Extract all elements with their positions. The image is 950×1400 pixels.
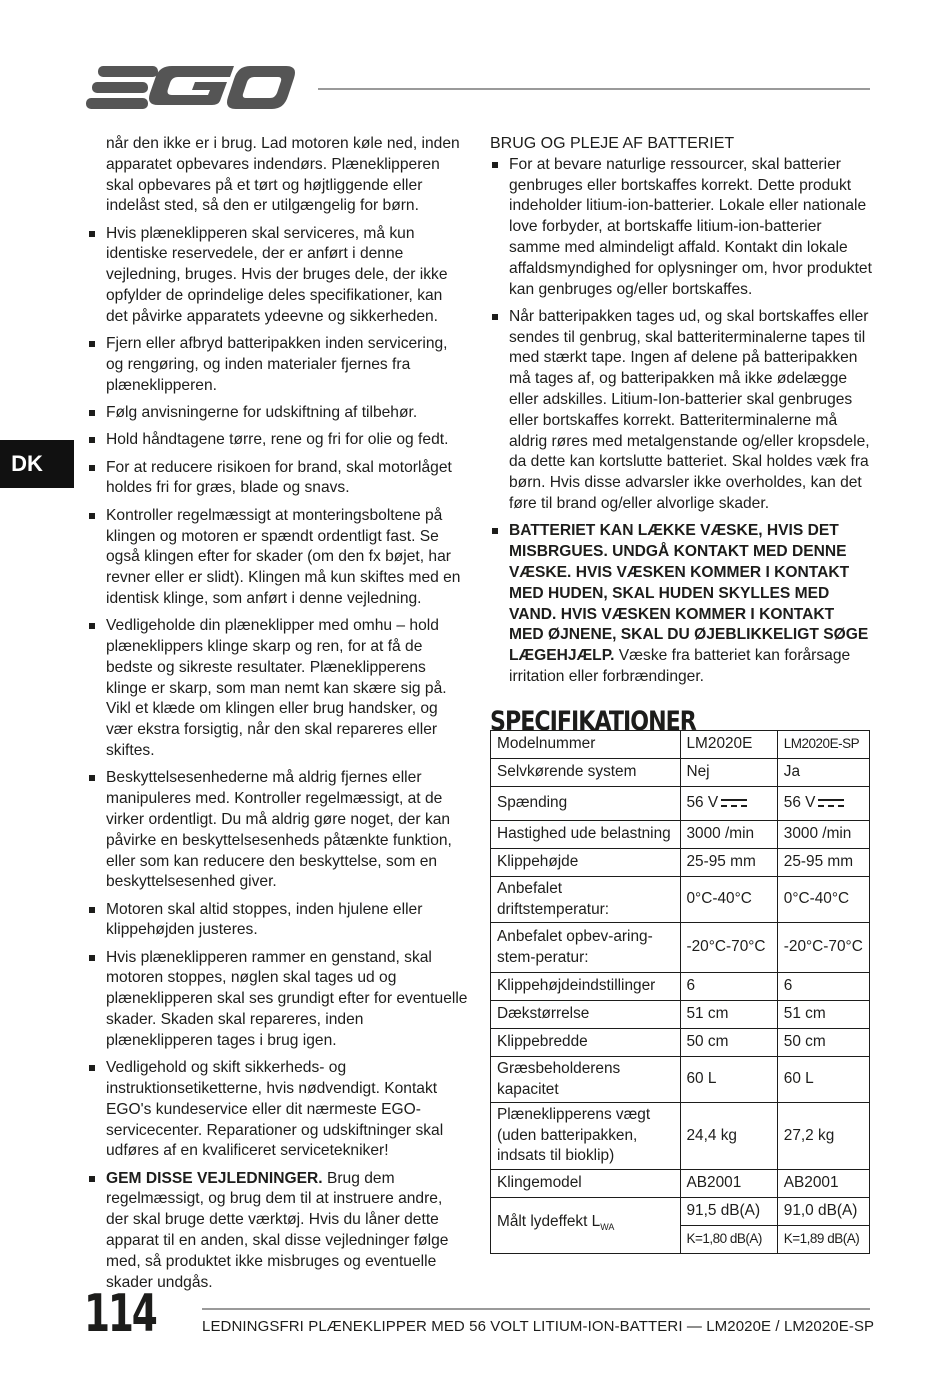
spec-value-text: 6 (686, 977, 696, 995)
spec-row (491, 821, 870, 849)
spec-value (680, 821, 777, 849)
spec-value-text: 24,4 kg (686, 1126, 737, 1144)
spec-label (491, 877, 681, 923)
spec-value-text: Nej (686, 763, 710, 781)
spec-label-text: Klippebredde (497, 1033, 588, 1051)
spec-label (491, 731, 681, 759)
spec-value-text: 56 V (686, 794, 719, 812)
spec-value-text: -20°C-70°C (686, 938, 766, 956)
spec-value (680, 731, 777, 759)
list-item: Vedligeholde din plæneklipper med omhu – hold plæneklippers klinge skarp og ren, for at få de bedste og sikreste resultater. Plæneklipperens klinge er skarp, som man nemt kan skære sig på. Vikl et klæde om klingen eller brug handsker, og vær ekstra forsigtig, når den skal repareres eller skiftes. (106, 616, 468, 762)
spec-label-text: Klippehøjde (497, 853, 579, 871)
spec-value-text: 3000 /min (686, 825, 755, 843)
sound-label-sub: WA (600, 1222, 615, 1233)
list-item: Beskyttelsesenhederne må aldrig fjernes eller manipuleres med. Kontroller regelmæssigt, at de virker ordentligt. Du må aldrig gøre noget, der kan påvirke en beskyttelsesenheds påtænkte funktion, eller som kan reducere den beskyttelse, som en beskyttelsesenhed giver. (106, 768, 468, 893)
spec-value-text: LM2020E-SP (783, 736, 860, 752)
spec-value (680, 849, 777, 877)
spec-label-text: Anbefalet driftstemperatur: (497, 880, 610, 918)
spec-table-body (491, 731, 870, 1254)
spec-value (680, 1029, 777, 1057)
spec-row (491, 731, 870, 759)
spec-value (680, 1103, 777, 1170)
spec-label-text: Selvkørende system (497, 763, 637, 781)
spec-value-text: 50 cm (686, 1033, 729, 1051)
spec-value-text: 6 (783, 977, 793, 995)
spec-value (777, 821, 869, 849)
spec-label-text: Klippehøjdeindstillinger (497, 977, 656, 995)
list-item: Fjern eller afbryd batteripakken inden servicering, og rengøring, og inden materialer fjernes fra plæneklipperen. (106, 334, 468, 396)
dc-symbol-icon (721, 798, 747, 808)
spec-value-text: 0°C-40°C (783, 890, 850, 908)
spec-value (777, 877, 869, 923)
spec-row (491, 1169, 870, 1197)
spec-label-text: Klingemodel (497, 1173, 582, 1191)
footer-title: LEDNINGSFRI PLÆNEKLIPPER MED 56 VOLT LITIUM-ION-BATTERI — LM2020E / LM2020E-SP (202, 1318, 875, 1335)
uncertainty-value-text: K=1,89 dB(A) (783, 1230, 860, 1246)
battery-list (490, 155, 872, 688)
spec-value-text: LM2020E (686, 735, 753, 753)
spec-value (777, 1197, 869, 1225)
spec-label (491, 1103, 681, 1170)
spec-row (491, 973, 870, 1001)
save-instructions-bold: GEM DISSE VEJLEDNINGER. (106, 1169, 323, 1187)
uncertainty-value-text: K=1,80 dB(A) (686, 1230, 762, 1246)
spec-row (491, 787, 870, 821)
footer-rule (202, 1308, 870, 1310)
spec-value (777, 731, 869, 759)
spec-row (491, 923, 870, 973)
save-instructions-text: Brug dem regelmæssigt, og brug dem til at instruere andre, der skal bruge dette værktøj. Hvis du låner dette apparat til en anden, skal disse vejledninger følge med, så produktet ikke misbruges og eventuelle skader undgås. (106, 1169, 449, 1291)
spec-label-text: Modelnummer (497, 735, 596, 753)
spec-value (680, 923, 777, 973)
spec-value-text: -20°C-70°C (783, 938, 863, 956)
ego-logo (84, 62, 298, 114)
spec-title: SPECIFIKATIONER (490, 705, 696, 737)
spec-label-text: Plæneklipperens vægt (uden batteripakken, indsats til bioklip) (497, 1106, 651, 1164)
list-item-save-instructions (106, 1169, 468, 1294)
spec-value (680, 1057, 777, 1103)
spec-row (491, 1057, 870, 1103)
spec-label-text: Dækstørrelse (497, 1005, 590, 1023)
intro-paragraph: når den ikke er i brug. Lad motoren køle ned, inden apparatet opbevares indendørs. Plæneklipperen skal opbevares på et tørt og højtliggende eller indelåst sted, så den er utilgængelig for børn. (106, 135, 460, 215)
ego-logo-graphic (84, 62, 298, 114)
spec-value-text: 50 cm (783, 1033, 826, 1051)
sound-value-text: 91,0 dB(A) (783, 1201, 858, 1219)
spec-value (680, 877, 777, 923)
list-item: For at reducere risikoen for brand, skal motorlåget holdes fri for græs, blade og snavs. (106, 458, 468, 500)
sound-value-text: 91,5 dB(A) (686, 1201, 761, 1219)
spec-value (680, 1169, 777, 1197)
spec-label-text: Spænding (497, 794, 568, 812)
spec-row (491, 1103, 870, 1170)
spec-label (491, 1001, 681, 1029)
spec-value-text: AB2001 (686, 1173, 742, 1191)
spec-value (777, 849, 869, 877)
spec-label-text: Hastighed ude belastning (497, 825, 671, 843)
spec-value-text: 56 V (783, 794, 816, 812)
spec-label (491, 821, 681, 849)
spec-value (680, 787, 777, 821)
header-rule (318, 88, 870, 90)
spec-value (777, 759, 869, 787)
spec-value (777, 923, 869, 973)
spec-table (490, 730, 870, 1254)
spec-value (680, 1001, 777, 1029)
list-item: Følg anvisningerne for udskiftning af tilbehør. (106, 403, 468, 424)
spec-value-text: 60 L (783, 1070, 814, 1088)
list-item: Hvis plæneklipperen skal serviceres, må kun identiske reservedele, der er anført i denne vejledning, bruges. Hvis der bruges dele, der ikke opfylder de oprindelige deles specifikationer, kan det påvirke apparatets ydeevne og sikkerheden. (106, 224, 468, 328)
spec-value (777, 1169, 869, 1197)
spec-value (777, 1029, 869, 1057)
spec-value-text: 27,2 kg (783, 1126, 835, 1144)
spec-value (777, 1001, 869, 1029)
spec-value (777, 1103, 869, 1170)
right-column (490, 134, 872, 739)
list-item: Hvis plæneklipperen rammer en genstand, skal motoren stoppes, nøglen skal tages ud og plæneklipperen skal ses grundigt efter for eventuelle skader. Skaden skal repareres, inden plæneklipperen tages i brug igen. (106, 948, 468, 1052)
spec-value-text: 3000 /min (783, 825, 852, 843)
warning-text: Væske fra batteriet kan forårsage irritation eller forbrændinger. (509, 647, 851, 685)
list-item: Kontroller regelmæssigt at monteringsboltene på klingen og motoren er spændt ordentligt fast. Se også klingen efter for skader (om den fx bøjet, har revner eller er slidt). Klingen må kun skiftes med en identisk klinge, som anført i denne vejledning. (106, 506, 468, 610)
dc-symbol-icon (818, 798, 844, 808)
list-item: For at bevare naturlige ressourcer, skal batterier genbruges eller bortskaffes korrekt. Dette produkt indeholder litium-ion-batterier. Lokale eller nationale love forbyder, at bortskaffe litium-ion-batterier samme med almindeligt affald. Kontakt din lokale affaldsmyndighed for oplysninger om, hvor produktet kan genbruges og/eller bortskaffes. (490, 155, 872, 301)
spec-label-text: Anbefalet opbev-aring-stem-peratur: (497, 928, 653, 966)
spec-label (491, 1029, 681, 1057)
spec-label (491, 1197, 681, 1253)
spec-value (680, 973, 777, 1001)
list-item: Når batteripakken tages ud, og skal bortskaffes eller sendes til genbrug, skal batteriterminalerne tapes til med stærkt tape. Ingen af delene på batteripakken må tages af, og batteripakken må ikke ødelægge eller adskilles. Litium-Ion-batterier skal genbruges eller bortskaffes korrekt. Batteriterminalerne må aldrig røres med metalgenstande og/eller kropsdele, da dette kan kortslutte batteriet. Skal holdes væk fra børn. Hvis disse advarsler ikke overholdes, kan det føre til brand og/eller alvorlige skader. (490, 307, 872, 515)
spec-label (491, 849, 681, 877)
page-number: 114 (84, 1284, 156, 1344)
spec-label (491, 1169, 681, 1197)
spec-value-text: AB2001 (783, 1173, 839, 1191)
spec-value-text: Ja (783, 763, 801, 781)
spec-row (491, 849, 870, 877)
warning-bold: BATTERIET KAN LÆKKE VÆSKE, HVIS DET MISBRGUES. UNDGÅ KONTAKT MED DENNE VÆSKE. HVIS VÆSKEN KOMMER I KONTAKT MED HUDEN, SKAL HUDEN SKYLLES MED VAND. HVIS VÆSKEN KOMMER I KONTAKT MED ØJNENE, SKAL DU ØJEBLIKKELIGT SØGE LÆGEHJÆLP. (509, 522, 869, 665)
spec-value (777, 1225, 869, 1253)
spec-label (491, 923, 681, 973)
spec-value (680, 1225, 777, 1253)
spec-value (777, 973, 869, 1001)
sound-label-text: Målt lydeffekt L (497, 1213, 601, 1231)
spec-row (491, 1001, 870, 1029)
list-item: Hold håndtagene tørre, rene og fri for olie og fedt. (106, 430, 468, 451)
spec-value-text: 25-95 mm (783, 853, 854, 871)
spec-label (491, 1057, 681, 1103)
battery-care-heading: BRUG OG PLEJE AF BATTERIET (490, 135, 735, 152)
spec-row-sound (491, 1197, 870, 1225)
spec-label (491, 759, 681, 787)
spec-label-text: Græsbeholderens kapacitet (497, 1060, 621, 1098)
list-item: Vedligehold og skift sikkerheds- og instruktionsetiketterne, hvis nødvendigt. Kontakt EGO's kundeservice eller dit nærmeste EGO-servicecenter. Reparationer og udskiftninger skal udføres af en kvalificeret servicetekniker! (106, 1058, 468, 1162)
spec-label (491, 973, 681, 1001)
safety-list (106, 224, 468, 1294)
spec-row (491, 759, 870, 787)
spec-row (491, 1029, 870, 1057)
spec-value-text: 25-95 mm (686, 853, 756, 871)
spec-value-text: 51 cm (783, 1005, 826, 1023)
spec-value-text: 60 L (686, 1070, 717, 1088)
language-tab (0, 440, 74, 488)
spec-row (491, 877, 870, 923)
spec-value-text: 0°C-40°C (686, 890, 752, 908)
list-item-warning (490, 521, 872, 687)
list-item: Motoren skal altid stoppes, inden hjulene eller klippehøjden justeres. (106, 900, 468, 942)
spec-value (777, 787, 869, 821)
spec-value (777, 1057, 869, 1103)
spec-label (491, 787, 681, 821)
language-tab-label: DK (11, 451, 43, 476)
spec-value (680, 759, 777, 787)
spec-value-text: 51 cm (686, 1005, 729, 1023)
spec-value (680, 1197, 777, 1225)
left-column (106, 134, 468, 1293)
